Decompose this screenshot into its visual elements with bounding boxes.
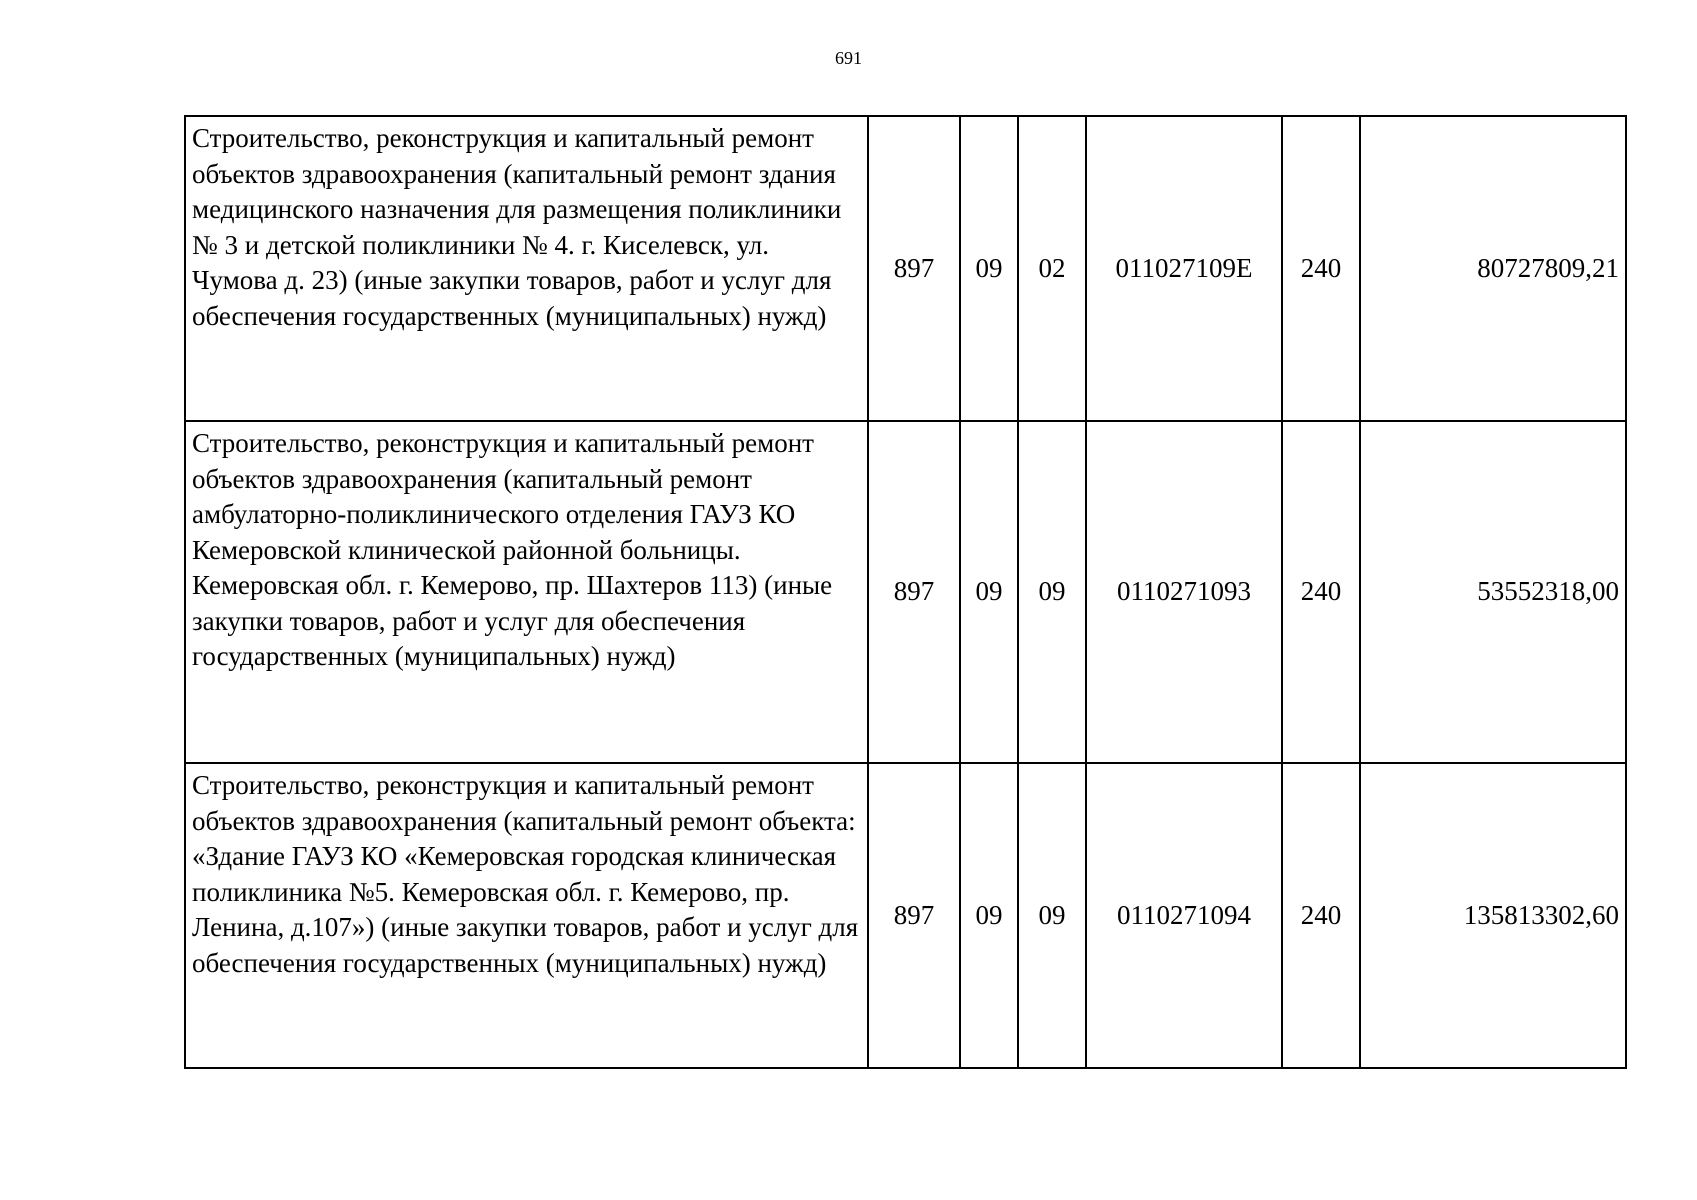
budget-table [184, 115, 1627, 1069]
target-item-code: 0110271093 [1086, 421, 1282, 763]
amount: 53552318,00 [1360, 421, 1626, 763]
subsection-code: 09 [1018, 763, 1086, 1068]
amount: 80727809,21 [1360, 116, 1626, 421]
expense-type-code: 240 [1282, 116, 1360, 421]
expense-description: Строительство, реконструкция и капитальный ремонт объектов здравоохранения (капитальный ремонт здания медицинского назначения для размещения поликлиники № 3 и детской поликлиники № 4. г. Киселевск, ул. Чумова д. 23) (иные закупки товаров, работ и услуг для обеспечения государственных (муниципальных) нужд) [185, 116, 868, 421]
subsection-code: 09 [1018, 421, 1086, 763]
ministry-code: 897 [868, 421, 960, 763]
target-item-code: 011027109Е [1086, 116, 1282, 421]
ministry-code: 897 [868, 763, 960, 1068]
section-code: 09 [960, 421, 1018, 763]
table-row [185, 421, 1626, 763]
section-code: 09 [960, 116, 1018, 421]
section-code: 09 [960, 763, 1018, 1068]
expense-description: Строительство, реконструкция и капитальный ремонт объектов здравоохранения (капитальный ремонт амбулаторно-поликлинического отделения ГАУЗ КО Кемеровской клинической районной больницы. Кемеровская обл. г. Кемерово, пр. Шахтеров 113) (иные закупки товаров, работ и услуг для обеспечения государственных (муниципальных) нужд) [185, 421, 868, 763]
table-row [185, 116, 1626, 421]
target-item-code: 0110271094 [1086, 763, 1282, 1068]
ministry-code: 897 [868, 116, 960, 421]
table-row [185, 763, 1626, 1068]
subsection-code: 02 [1018, 116, 1086, 421]
expense-type-code: 240 [1282, 421, 1360, 763]
expense-description: Строительство, реконструкция и капитальный ремонт объектов здравоохранения (капитальный ремонт объекта: «Здание ГАУЗ КО «Кемеровская городская клиническая поликлиника №5. Кемеровская обл. г. Кемерово, пр. Ленина, д.107») (иные закупки товаров, работ и услуг для обеспечения государственных (муниципальных) нужд) [185, 763, 868, 1068]
expense-type-code: 240 [1282, 763, 1360, 1068]
page-number: 691 [835, 48, 862, 68]
amount: 135813302,60 [1360, 763, 1626, 1068]
